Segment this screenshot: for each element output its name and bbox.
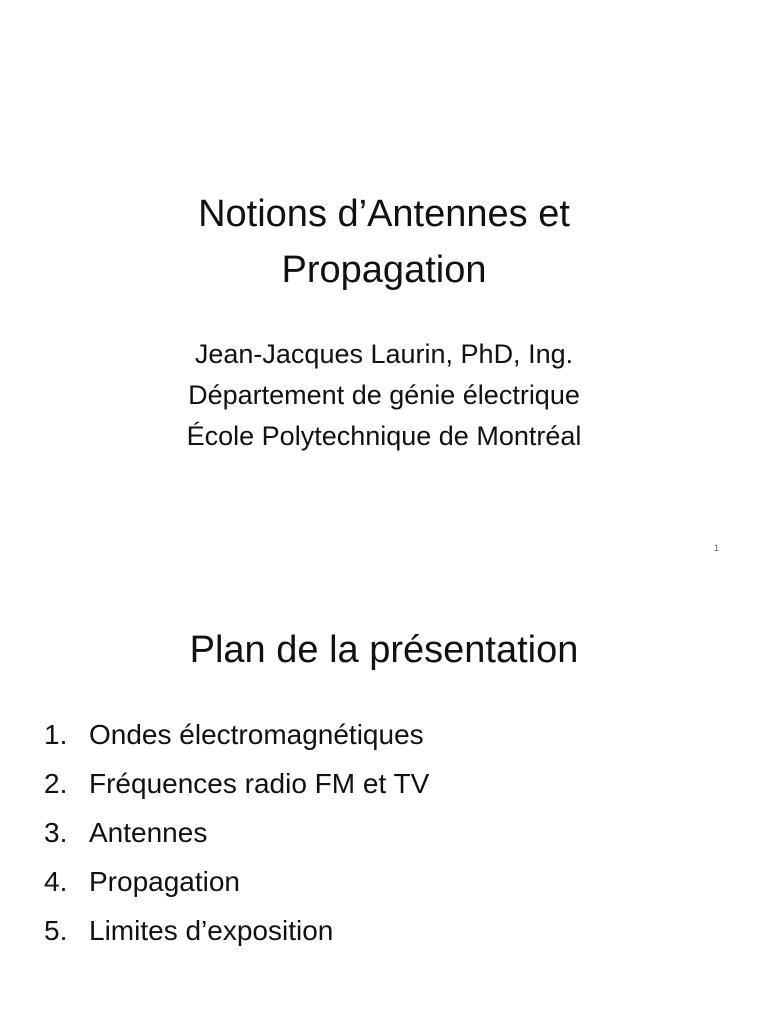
agenda-item — [44, 906, 429, 955]
agenda-item-text: Limites d’exposition — [89, 915, 334, 946]
slide-title-line-1: Notions d’Antennes et — [198, 193, 570, 235]
slide-title — [0, 186, 768, 298]
slide-subtitle — [0, 334, 768, 457]
agenda-list — [44, 710, 429, 955]
agenda-slide — [0, 576, 768, 1024]
slide-title-line-2: Propagation — [281, 249, 487, 291]
agenda-item-text: Fréquences radio FM et TV — [89, 768, 430, 799]
agenda-item-number: 1. — [44, 719, 68, 750]
agenda-item-text: Ondes électromagnétiques — [89, 719, 424, 750]
agenda-item-text: Propagation — [89, 866, 241, 897]
agenda-item — [44, 759, 429, 808]
agenda-item-number: 3. — [44, 817, 68, 848]
agenda-item-number: 4. — [44, 866, 68, 897]
page-number: 1 — [714, 543, 720, 553]
institution-line: École Polytechnique de Montréal — [186, 421, 582, 451]
department-line: Département de génie électrique — [188, 380, 580, 410]
author-line: Jean-Jacques Laurin, PhD, Ing. — [194, 339, 574, 369]
agenda-item-number: 5. — [44, 915, 68, 946]
agenda-item-number: 2. — [44, 768, 68, 799]
agenda-item-text: Antennes — [89, 817, 208, 848]
agenda-item — [44, 808, 429, 857]
agenda-title: Plan de la présentation — [189, 629, 579, 671]
agenda-item — [44, 710, 429, 759]
agenda-item — [44, 857, 429, 906]
